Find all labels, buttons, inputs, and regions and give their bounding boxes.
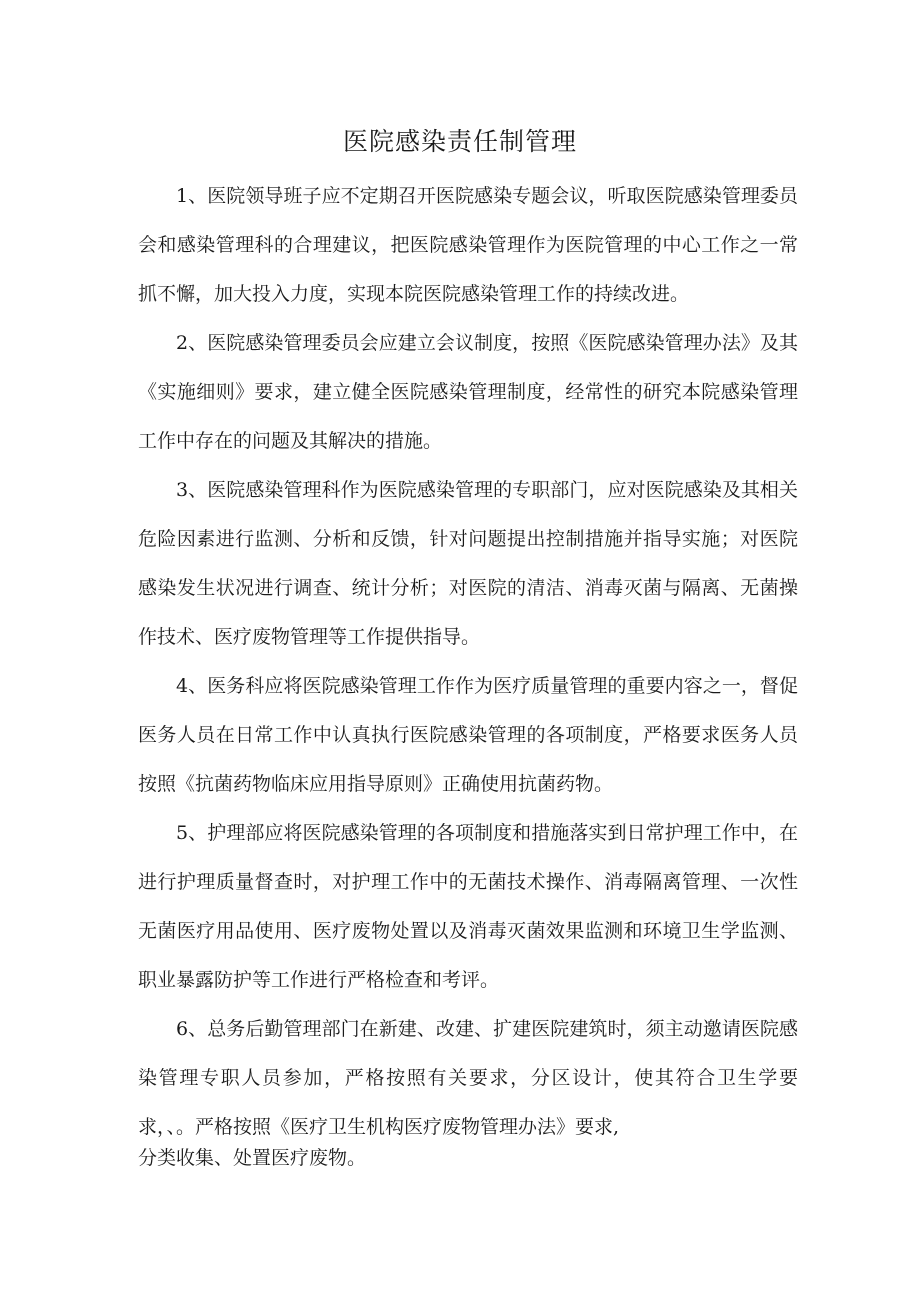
document-title: 医院感染责任制管理: [342, 127, 577, 156]
paragraph-1: 1、医院领导班子应不定期召开医院感染专题会议，听取医院感染管理委员会和感染管理科的合理建议，把医院感染管理作为医院管理的中心工作之一常抓不懈，加大投入力度，实现本院医院感染管理工作的持续改进。: [138, 185, 798, 305]
paragraph-6-continued: 分类收集、处置医疗废物。: [138, 1147, 367, 1169]
paragraph-2: 2、医院感染管理委员会应建立会议制度，按照《医院感染管理办法》及其《实施细则》要求，建立健全医院感染管理制度，经常性的研究本院感染管理工作中存在的问题及其解决的措施。: [138, 332, 798, 452]
paragraph-5: 5、护理部应将医院感染管理的各项制度和措施落实到日常护理工作中，在进行护理质量督查时，对护理工作中的无菌技术操作、消毒隔离管理、一次性无菌医疗用品使用、医疗废物处置以及消毒灭菌效果监测和环境卫生学监测、职业暴露防护等工作进行严格检查和考评。: [138, 822, 798, 991]
paragraph-3: 3、医院感染管理科作为医院感染管理的专职部门，应对医院感染及其相关危险因素进行监测、分析和反馈，针对问题提出控制措施并指导实施；对医院感染发生状况进行调查、统计分析；对医院的清洁、消毒灭菌与隔离、无菌操作技术、医疗废物管理等工作提供指导。: [138, 479, 798, 648]
paragraph-4: 4、医务科应将医院感染管理工作作为医疗质量管理的重要内容之一，督促医务人员在日常工作中认真执行医院感染管理的各项制度，严格要求医务人员按照《抗菌药物临床应用指导原则》正确使用抗菌药物。: [138, 675, 798, 795]
paragraph-6: 6、总务后勤管理部门在新建、改建、扩建医院建筑时，须主动邀请医院感染管理专职人员参加，严格按照有关要求，分区设计，使其符合卫生学要求，、。严格按照《医疗卫生机构医疗废物管理办法》要求,: [138, 1018, 798, 1138]
document-body: [138, 172, 798, 1177]
